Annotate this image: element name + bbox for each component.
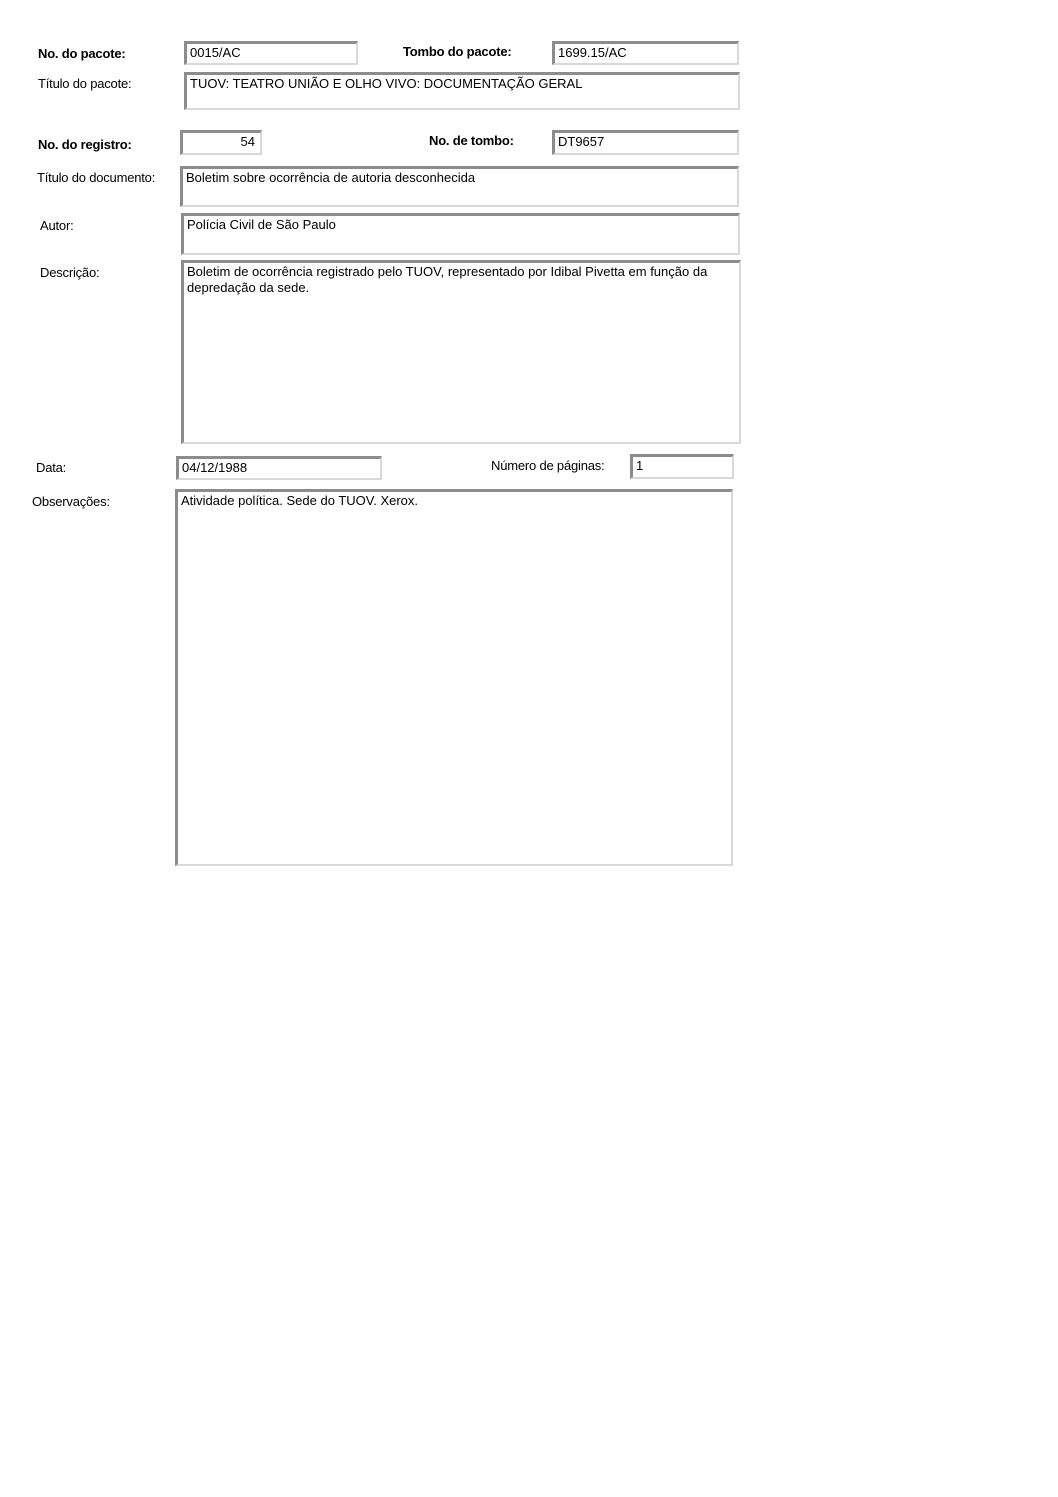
observations-field[interactable]: Atividade política. Sede do TUOV. Xerox. bbox=[175, 489, 733, 866]
package-tombo-label: Tombo do pacote: bbox=[403, 44, 512, 59]
description-label: Descrição: bbox=[40, 265, 100, 280]
document-title-label: Título do documento: bbox=[37, 170, 156, 185]
page-count-field[interactable]: 1 bbox=[630, 454, 734, 479]
tombo-number-label: No. de tombo: bbox=[429, 133, 514, 148]
package-title-label: Título do pacote: bbox=[38, 76, 132, 91]
package-number-label: No. do pacote: bbox=[38, 46, 126, 61]
observations-label: Observações: bbox=[32, 494, 110, 509]
package-tombo-field[interactable]: 1699.15/AC bbox=[552, 41, 739, 65]
tombo-number-field[interactable]: DT9657 bbox=[552, 130, 739, 155]
author-label: Autor: bbox=[40, 218, 74, 233]
package-title-field[interactable]: TUOV: TEATRO UNIÃO E OLHO VIVO: DOCUMENTAÇÃO GERAL bbox=[184, 72, 740, 110]
description-field[interactable]: Boletim de ocorrência registrado pelo TUOV, representado por Idibal Pivetta em função da depredação da sede. bbox=[181, 260, 741, 444]
register-number-field[interactable]: 54 bbox=[180, 130, 262, 155]
register-number-label: No. do registro: bbox=[38, 137, 132, 152]
package-number-field[interactable]: 0015/AC bbox=[184, 41, 358, 65]
date-field[interactable]: 04/12/1988 bbox=[176, 456, 382, 480]
page-count-label: Número de páginas: bbox=[491, 458, 605, 473]
date-label: Data: bbox=[36, 460, 67, 475]
document-title-field[interactable]: Boletim sobre ocorrência de autoria desconhecida bbox=[180, 166, 739, 207]
author-field[interactable]: Polícia Civil de São Paulo bbox=[181, 213, 740, 255]
